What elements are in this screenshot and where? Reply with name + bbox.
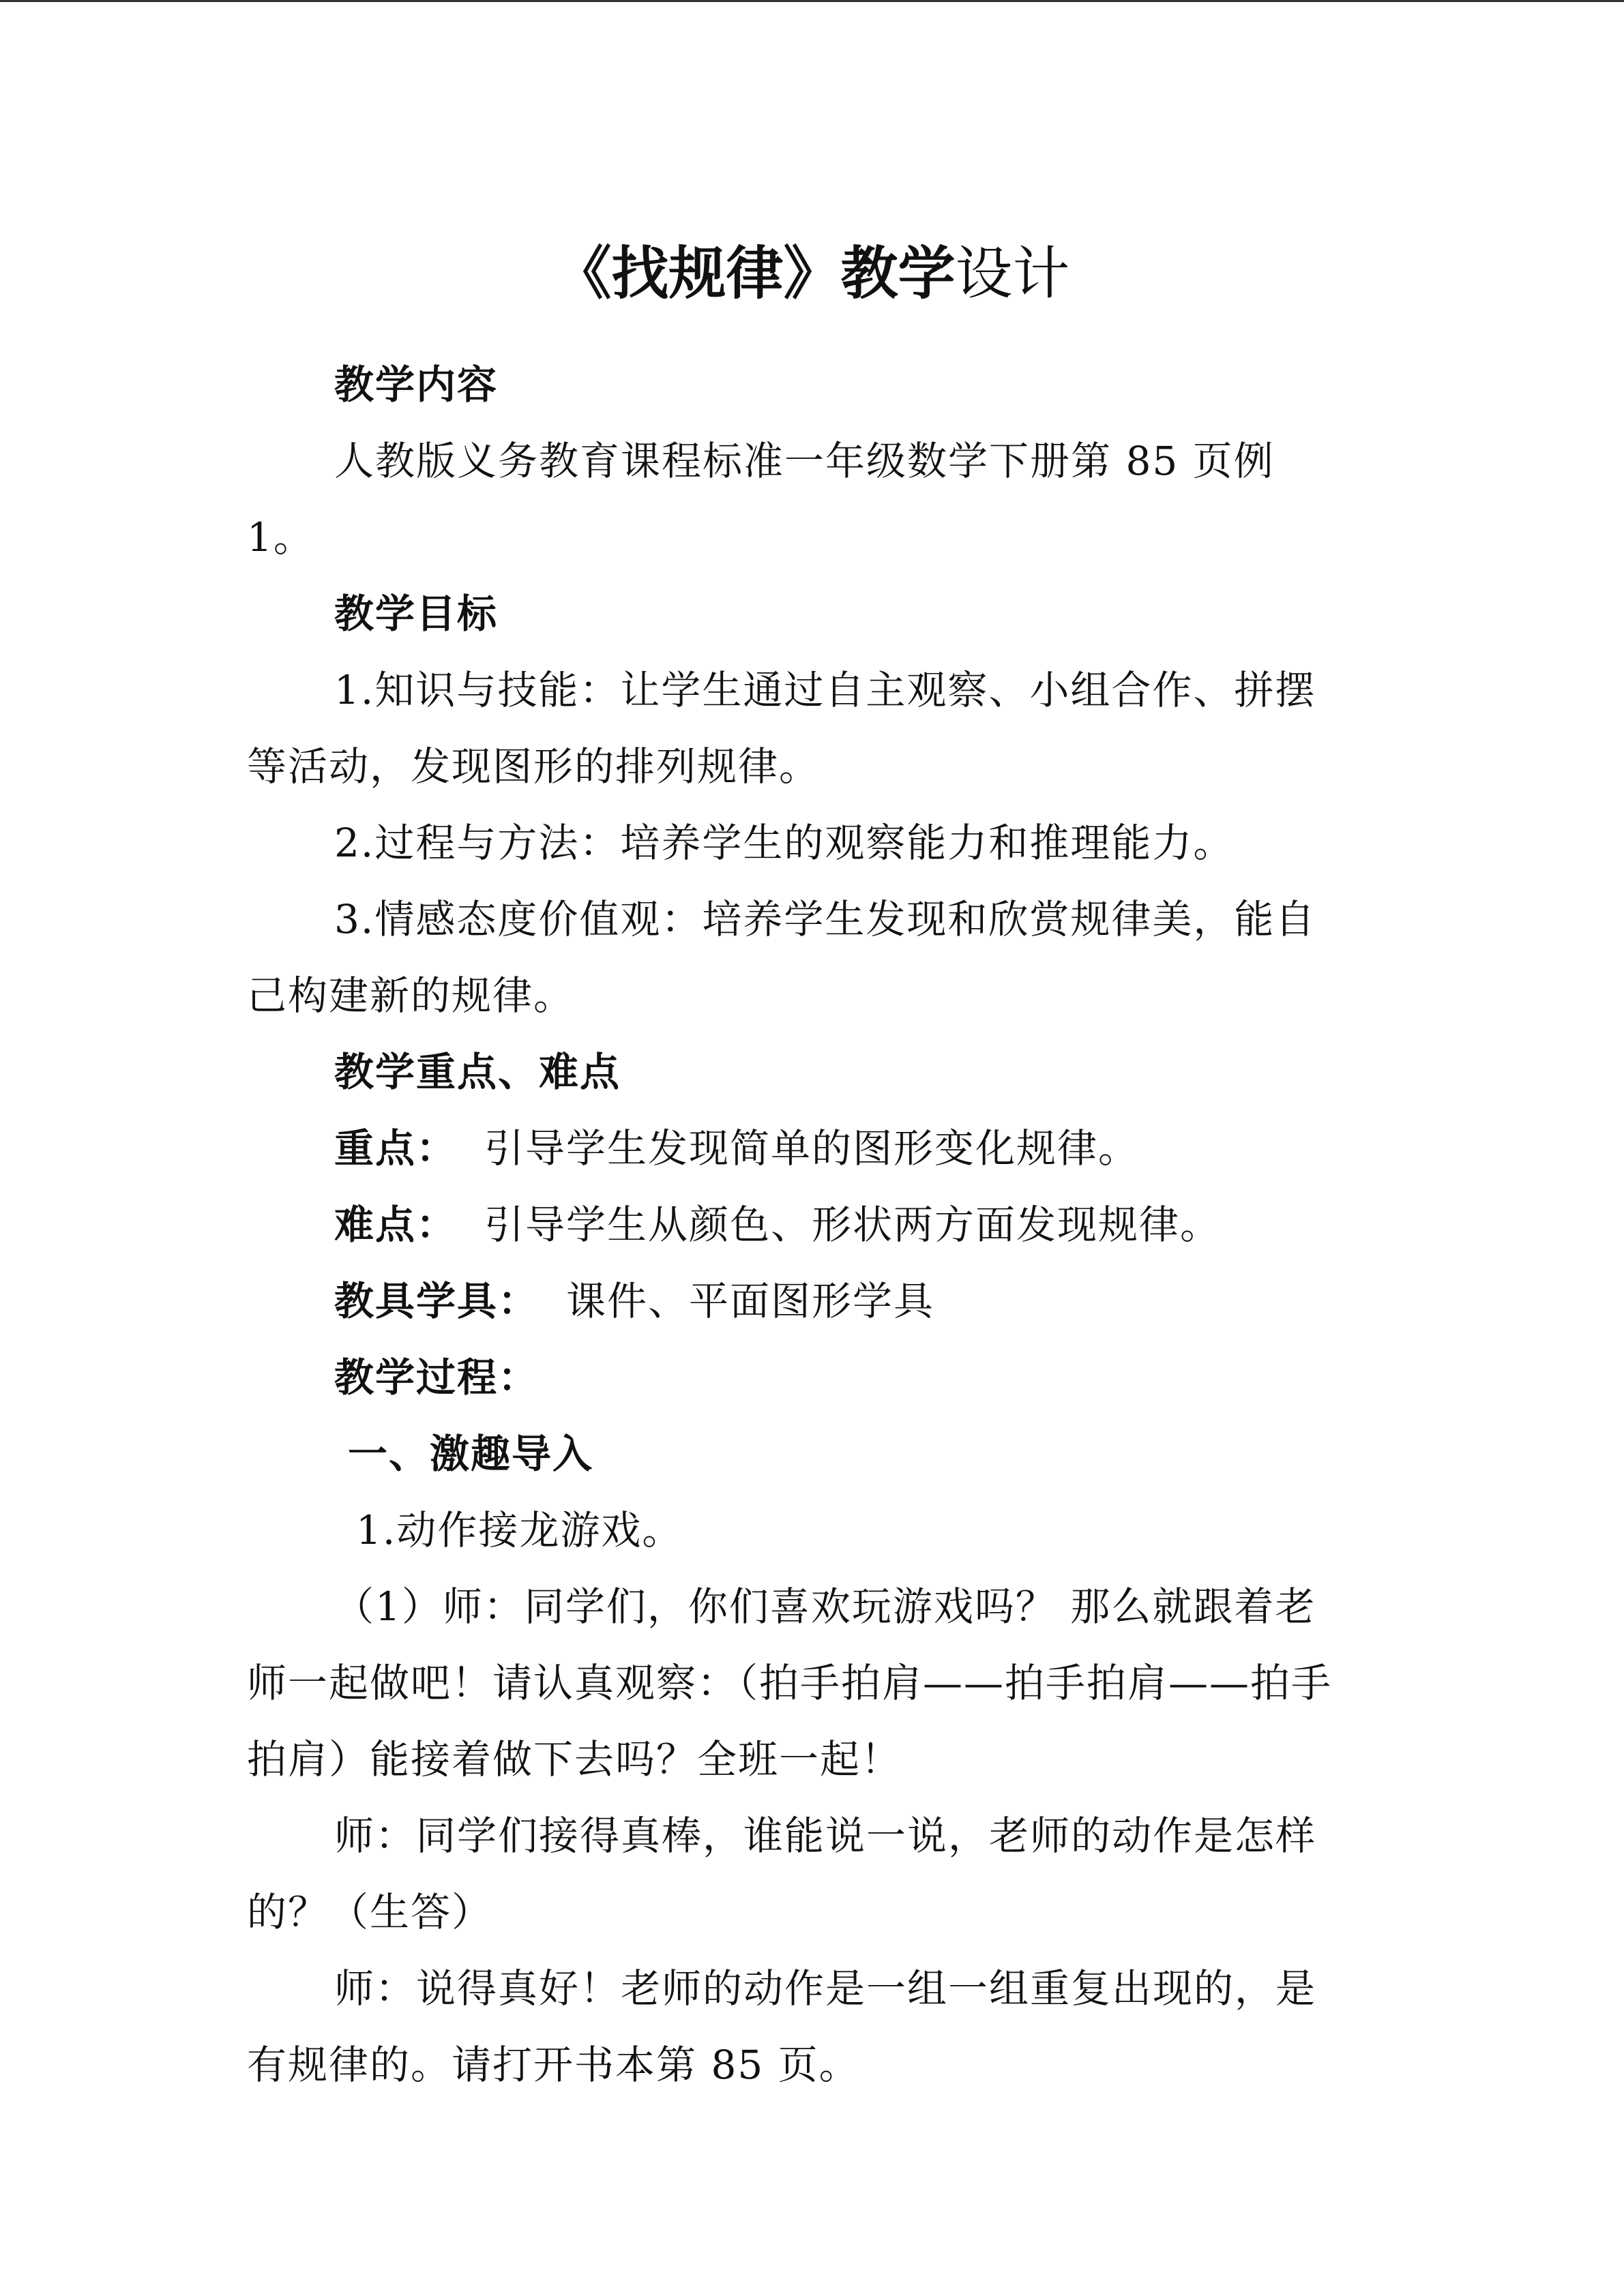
key-point-label: 重点： xyxy=(334,1125,458,1172)
goal-item-1: 1.知识与技能：让学生通过自主观察、小组合作、拼摆等活动，发现图形的排列规律。 xyxy=(247,667,1316,790)
tools-row xyxy=(247,1263,1342,1339)
dialogue-paragraph-3: 师：说得真好！老师的动作是一组一组重复出现的，是有规律的。请打开书本第 85 页。 xyxy=(247,1965,1317,2088)
content-paragraph: 人教版义务教育课程标准一年级数学下册第 85 页例1。 xyxy=(247,438,1275,561)
dialogue-paragraph-2: 师：同学们接得真棒，谁能说一说，老师的动作是怎样的？（生答） xyxy=(247,1813,1317,1935)
activity-1: 1.动作接龙游戏。 xyxy=(356,1507,683,1553)
section-heading-goals: 教学目标 xyxy=(334,591,499,637)
difficulty-text: 引导学生从颜色、形状两方面发现规律。 xyxy=(484,1202,1222,1248)
goal-item-3: 3.情感态度价值观：培养学生发现和欣赏规律美，能自己构建新的规律。 xyxy=(247,896,1316,1019)
section-heading-key-points: 教学重点、难点 xyxy=(334,1049,621,1095)
dialogue-paragraph-1: （1）师：同学们，你们喜欢玩游戏吗？ 那么就跟着老师一起做吧！请认真观察：（拍手拍肩——拍手拍肩——拍手拍肩）能接着做下去吗？全班一起！ xyxy=(247,1583,1333,1783)
difficulty-label: 难点： xyxy=(334,1202,458,1248)
page-title xyxy=(0,236,1624,311)
top-border-line xyxy=(0,0,1624,2)
document-body xyxy=(247,346,1342,2103)
part-one-heading: 一、激趣导入 xyxy=(348,1431,594,1477)
tools-label: 教具学具： xyxy=(334,1278,540,1324)
tools-text: 课件、平面图形学具 xyxy=(566,1278,935,1324)
key-point-row xyxy=(247,1110,1342,1187)
title-suffix: 设计 xyxy=(955,240,1070,308)
goal-item-2: 2.过程与方法：培养学生的观察能力和推理能力。 xyxy=(334,820,1235,866)
section-heading-process: 教学过程： xyxy=(334,1354,540,1401)
difficulty-row xyxy=(247,1187,1342,1263)
section-heading-content: 教学内容 xyxy=(334,361,499,408)
key-point-text: 引导学生发现简单的图形变化规律。 xyxy=(484,1125,1140,1172)
title-main: 《找规律》教学 xyxy=(554,240,956,308)
